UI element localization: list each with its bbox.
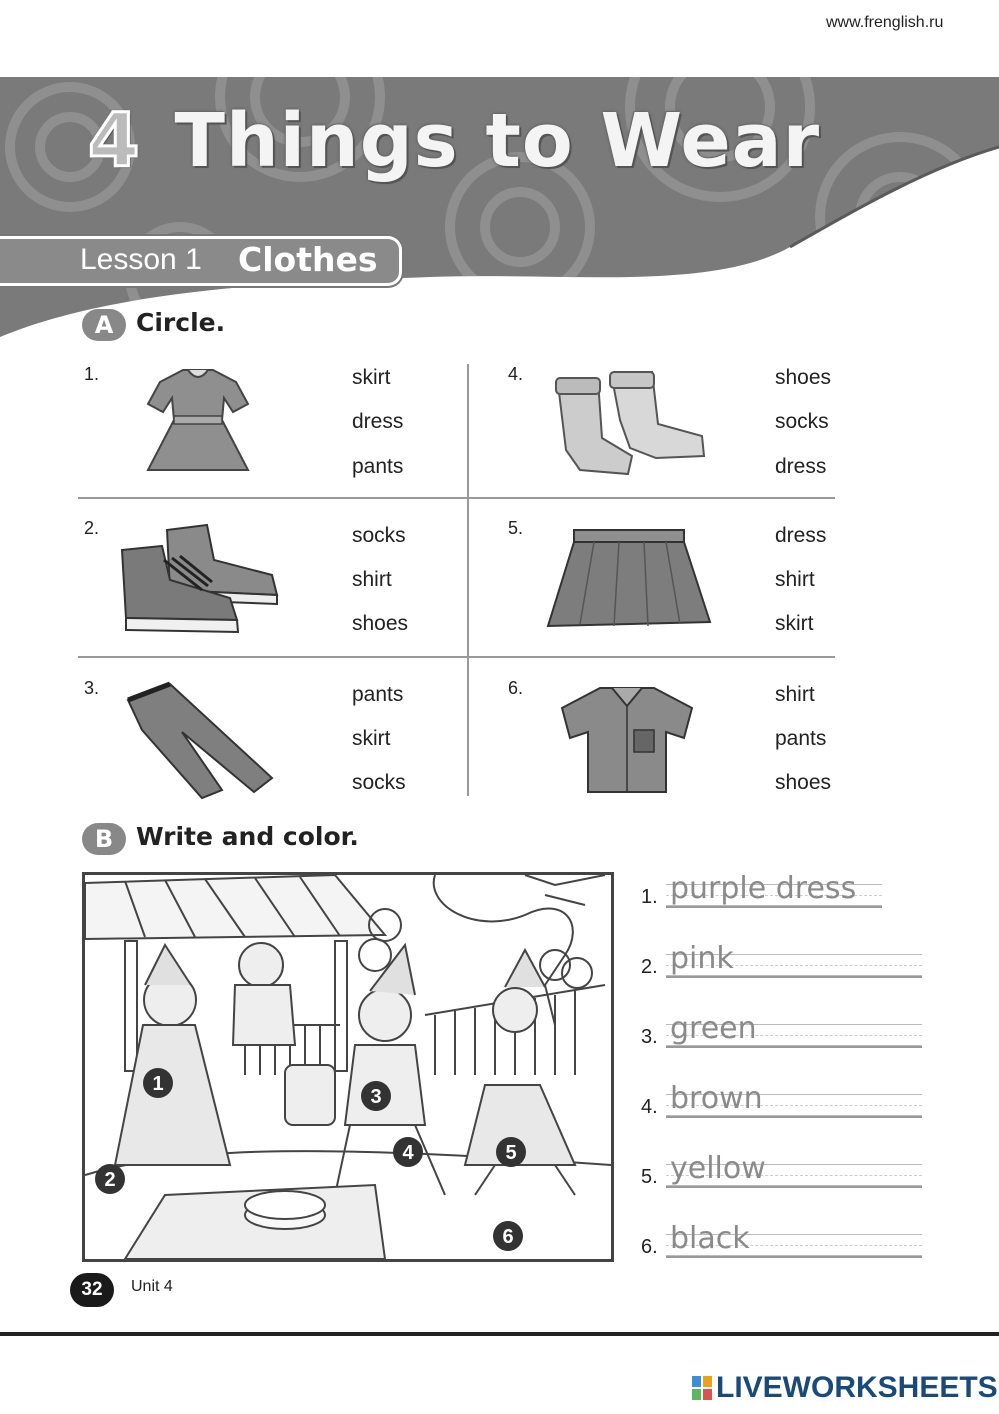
socks-picture xyxy=(552,366,712,478)
pants-picture xyxy=(122,680,292,800)
answer-field[interactable]: black xyxy=(670,1221,750,1256)
marker-2-label: 2 xyxy=(104,1169,116,1191)
answer-field[interactable]: yellow xyxy=(670,1151,766,1186)
option-word[interactable]: dress xyxy=(352,410,404,433)
answer-number: 1. xyxy=(641,886,658,908)
item-number: 4. xyxy=(508,364,524,384)
option-word[interactable]: dress xyxy=(775,455,827,478)
handwriting-baseline xyxy=(666,1256,922,1258)
site-url[interactable]: www.frenglish.ru xyxy=(826,14,944,31)
grid-divider xyxy=(78,497,835,499)
option-word[interactable]: pants xyxy=(352,683,404,706)
sneakers-picture xyxy=(112,520,282,638)
marker-6 xyxy=(490,1218,526,1254)
skirt-picture xyxy=(544,526,714,636)
answer-field[interactable]: brown xyxy=(670,1081,763,1116)
grid-divider xyxy=(467,364,469,796)
section-a-title: Circle. xyxy=(136,308,226,337)
answer-field[interactable]: purple dress xyxy=(670,871,857,906)
liveworksheets-logo-icon xyxy=(692,1376,712,1400)
answer-number: 6. xyxy=(641,1236,658,1258)
section-b-badge: B xyxy=(82,823,126,855)
marker-2 xyxy=(92,1161,128,1197)
option-word[interactable]: shirt xyxy=(775,683,815,706)
option-word[interactable]: socks xyxy=(775,410,829,433)
option-word[interactable]: pants xyxy=(775,727,827,750)
item-number: 1. xyxy=(84,364,100,384)
option-word[interactable]: skirt xyxy=(352,727,391,750)
section-a-badge: A xyxy=(82,309,126,341)
option-word[interactable]: shoes xyxy=(352,612,409,635)
page-number: 32 xyxy=(70,1273,114,1307)
option-word[interactable]: dress xyxy=(775,524,827,547)
item-number: 2. xyxy=(84,518,100,538)
option-word[interactable]: socks xyxy=(352,771,406,794)
answer-field[interactable]: green xyxy=(670,1011,757,1046)
marker-6-label: 6 xyxy=(502,1226,514,1248)
option-word[interactable]: socks xyxy=(352,524,406,547)
answer-number: 4. xyxy=(641,1096,658,1118)
marker-1 xyxy=(140,1065,176,1101)
dress-picture xyxy=(138,362,258,480)
option-word[interactable]: shirt xyxy=(775,568,815,591)
grid-divider xyxy=(78,656,835,658)
option-word[interactable]: skirt xyxy=(352,366,391,389)
marker-3 xyxy=(358,1078,394,1114)
bottom-rule xyxy=(0,1332,999,1336)
item-number: 6. xyxy=(508,678,524,698)
lesson-name: Clothes xyxy=(238,240,378,279)
handwriting-baseline xyxy=(666,1046,922,1048)
unit-number: 4 xyxy=(88,98,141,184)
marker-5 xyxy=(493,1134,529,1170)
handwriting-baseline xyxy=(666,906,882,908)
item-number: 3. xyxy=(84,678,100,698)
liveworksheets-logo[interactable]: LIVEWORKSHEETS xyxy=(716,1371,998,1404)
option-word[interactable]: pants xyxy=(352,455,404,478)
unit-title-text: Things to Wear xyxy=(174,98,821,184)
answer-number: 5. xyxy=(641,1166,658,1188)
section-b-title: Write and color. xyxy=(136,822,359,851)
marker-3-label: 3 xyxy=(370,1086,382,1108)
item-number: 5. xyxy=(508,518,524,538)
shirt-picture xyxy=(552,680,702,798)
handwriting-baseline xyxy=(666,1116,922,1118)
answer-field[interactable]: pink xyxy=(670,941,734,976)
option-word[interactable]: shirt xyxy=(352,568,392,591)
lesson-label: Lesson 1 xyxy=(80,243,202,276)
answer-number: 2. xyxy=(641,956,658,978)
option-word[interactable]: shoes xyxy=(775,366,832,389)
unit-label: Unit 4 xyxy=(131,1278,173,1295)
marker-4-label: 4 xyxy=(402,1142,414,1164)
unit-title xyxy=(88,98,820,184)
marker-1-label: 1 xyxy=(152,1073,164,1095)
answer-number: 3. xyxy=(641,1026,658,1048)
option-word[interactable]: shoes xyxy=(775,771,832,794)
handwriting-baseline xyxy=(666,976,922,978)
option-word[interactable]: skirt xyxy=(775,612,814,635)
handwriting-baseline xyxy=(666,1186,922,1188)
marker-5-label: 5 xyxy=(505,1142,517,1164)
marker-4 xyxy=(390,1134,426,1170)
